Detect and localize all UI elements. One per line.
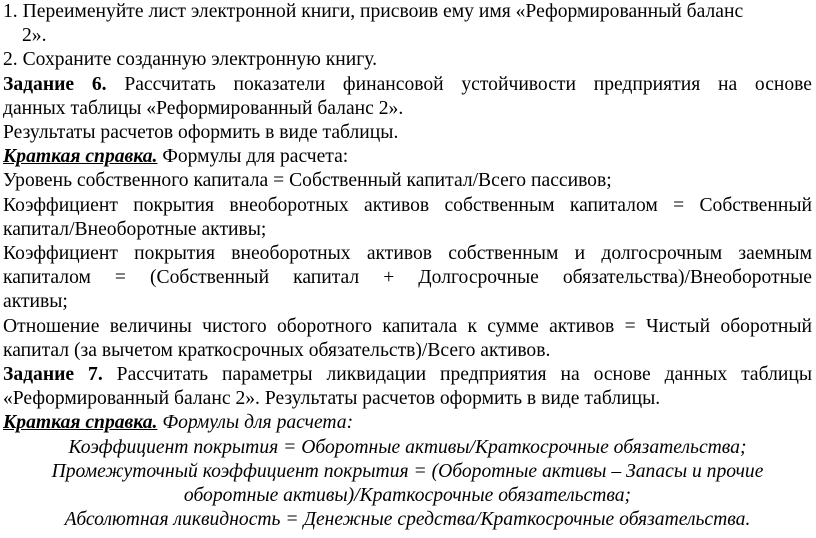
task6-label: Задание 6. bbox=[3, 73, 107, 95]
task7-text-line2: «Реформированный баланс 2». Результаты расчетов оформить в виде таблицы. bbox=[3, 388, 661, 410]
task6-formula-3-line1: Коэффициент покрытия внеоборотных активов собственным и долгосрочным заемным bbox=[3, 243, 812, 265]
task7-heading-line bbox=[3, 363, 812, 387]
task6-reference-text: Формулы для расчета: bbox=[162, 146, 349, 168]
task6-formula-3-line3: активы; bbox=[3, 291, 68, 313]
task7-reference-text: Формулы для расчета: bbox=[162, 412, 354, 434]
task6-reference-label: Краткая справка. bbox=[3, 146, 158, 168]
list-item-1-continuation: 2». bbox=[22, 25, 47, 47]
task6-formula-3-line2: капиталом = (Собственный капитал + Долгосрочные обязательства)/Внеоборотные bbox=[3, 267, 812, 289]
task6-text-line3: Результаты расчетов оформить в виде таблицы. bbox=[3, 122, 399, 144]
list-item-text: Переименуйте лист электронной книги, присвоив ему имя «Реформированный баланс bbox=[22, 1, 744, 22]
list-item-2 bbox=[3, 48, 812, 72]
task7-formula-2-line1: Промежуточный коэффициент покрытия = (Оборотные активы – Запасы и прочие bbox=[51, 460, 764, 482]
task7-formula-2-line2: оборотные активы)/Краткосрочные обязательства; bbox=[183, 485, 632, 507]
task6-text-line2: данных таблицы «Реформированный баланс 2». bbox=[3, 97, 404, 119]
task6-formula-4-line2: капитал (за вычетом краткосрочных обязательств)/Всего активов. bbox=[3, 339, 551, 361]
list-item-text: Сохраните созданную электронную книгу. bbox=[22, 49, 378, 71]
list-number: 1. bbox=[3, 1, 18, 22]
task7-formula-1: Коэффициент покрытия = Оборотные активы/Краткосрочные обязательства; bbox=[68, 436, 747, 458]
list-number: 2. bbox=[3, 49, 18, 71]
task6-formula-2-line1: Коэффициент покрытия внеоборотных активов собственным капиталом = Собственный bbox=[3, 194, 812, 216]
task7-text: Рассчитать параметры ликвидации предприятия на основе данных таблицы bbox=[116, 364, 813, 386]
task6-formula-4-line1: Отношение величины чистого оборотного капитала к сумме активов = Чистый оборотный bbox=[3, 315, 812, 337]
list-item-1 bbox=[3, 0, 812, 24]
task6-heading-line bbox=[3, 73, 812, 97]
task6-reference bbox=[3, 145, 812, 169]
task6-formula-2-line2: капитал/Внеоборотные активы; bbox=[3, 218, 267, 240]
task6-formula-1: Уровень собственного капитала = Собственный капитал/Всего пассивов; bbox=[3, 170, 612, 192]
task7-formula-3: Абсолютная ликвидность = Денежные средства/Краткосрочные обязательства. bbox=[64, 509, 751, 531]
task7-reference bbox=[3, 411, 812, 435]
task7-label: Задание 7. bbox=[3, 364, 103, 386]
task6-text: Рассчитать показатели финансовой устойчивости предприятия на основе bbox=[124, 73, 813, 95]
task7-reference-label: Краткая справка. bbox=[3, 412, 158, 434]
